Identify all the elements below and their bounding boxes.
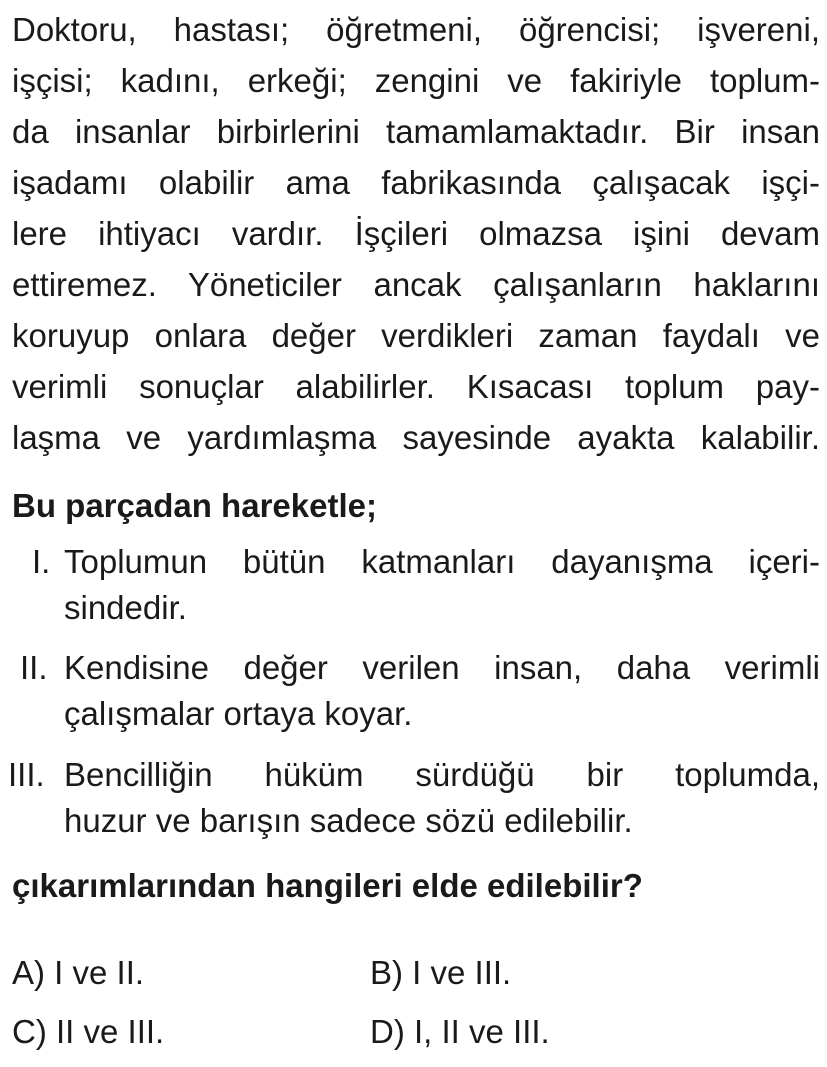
- statement-text: Toplumun bütün katmanları dayanışma içeri-: [64, 543, 820, 580]
- choice-letter: B): [370, 954, 403, 991]
- choice-text: I, II ve III.: [414, 1013, 550, 1050]
- passage-line: verimli sonuçlar alabilirler. Kısacası toplum pay-: [12, 368, 820, 405]
- choice-text: II ve III.: [56, 1013, 165, 1050]
- passage-line: laşma ve yardımlaşma sayesinde ayakta kalabilir.: [12, 419, 820, 456]
- choice-b[interactable]: [370, 955, 511, 991]
- choice-a[interactable]: [12, 955, 144, 991]
- passage-line: da insanlar birbirlerini tamamlamaktadır. Bir insan: [12, 113, 820, 150]
- statement-number: III.: [8, 756, 45, 793]
- choice-text: I ve II.: [54, 954, 145, 991]
- choice-text: I ve III.: [412, 954, 512, 991]
- statement-text: huzur ve barışın sadece sözü edilebilir.: [64, 802, 633, 839]
- question-text: çıkarımlarından hangileri elde edilebilir?: [12, 867, 643, 904]
- passage-line: işadamı olabilir ama fabrikasında çalışacak işçi-: [12, 164, 820, 201]
- passage-line: Doktoru, hastası; öğretmeni, öğrencisi; işvereni,: [12, 11, 820, 48]
- statement-text: sindedir.: [64, 589, 187, 626]
- statement-text: çalışmalar ortaya koyar.: [64, 695, 413, 732]
- choice-letter: D): [370, 1013, 405, 1050]
- passage-line: işçisi; kadını, erkeği; zengini ve fakiriyle toplum-: [12, 62, 820, 99]
- passage-line: lere ihtiyacı vardır. İşçileri olmazsa işini devam: [12, 215, 820, 252]
- passage-line: ettiremez. Yöneticiler ancak çalışanların haklarını: [12, 266, 820, 303]
- choice-d[interactable]: [370, 1014, 550, 1050]
- statement-number: II.: [20, 649, 48, 686]
- choice-c[interactable]: [12, 1014, 164, 1050]
- question-stem: Bu parçadan hareketle;: [12, 487, 377, 524]
- passage-line: koruyup onlara değer verdikleri zaman faydalı ve: [12, 317, 820, 354]
- statement-number: I.: [32, 543, 51, 580]
- choice-letter: C): [12, 1013, 47, 1050]
- statement-text: Kendisine değer verilen insan, daha verimli: [64, 649, 820, 686]
- choice-letter: A): [12, 954, 45, 991]
- statement-text: Bencilliğin hüküm sürdüğü bir toplumda,: [64, 756, 820, 793]
